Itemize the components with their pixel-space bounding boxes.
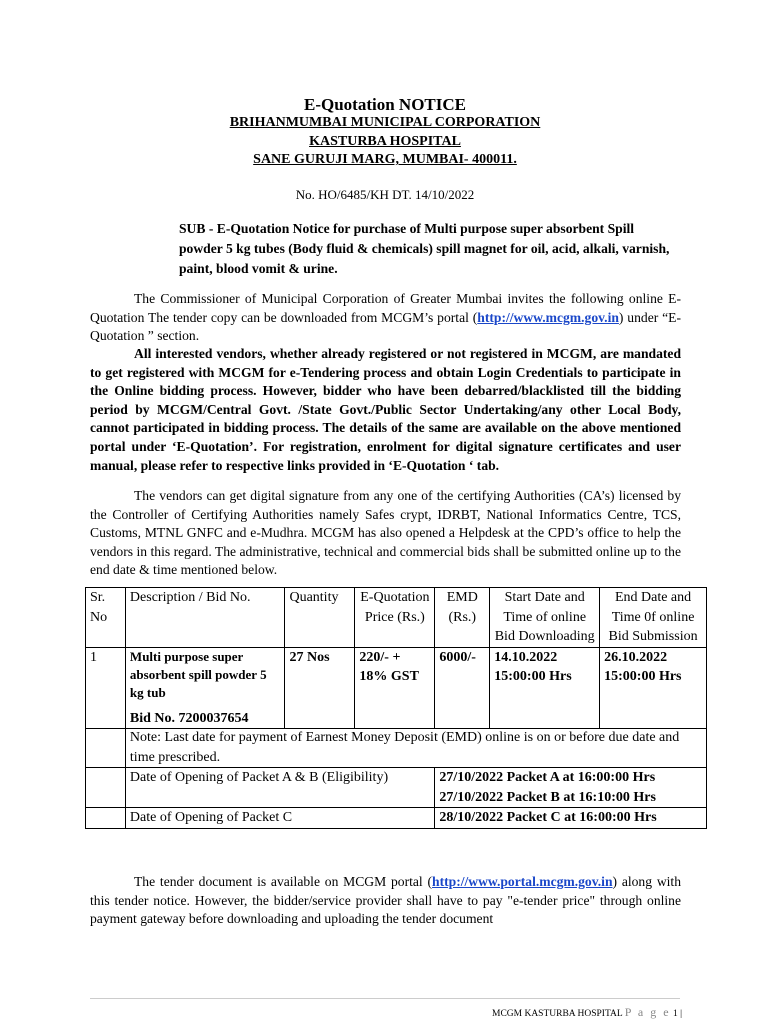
row-emd: 6000/- <box>435 647 490 728</box>
tender-text-end: ) along with this tender notice. However, the bidder/service provider shall have to pay "e-tender price" through online payment gateway before downloading and uploading the tender document <box>90 874 681 927</box>
footer-text: MCGM KASTURBA HOSPITAL <box>492 1009 623 1019</box>
header-end: End Date and Time 0f online Bid Submission <box>600 588 707 648</box>
packet-c-label: Date of Opening of Packet C <box>125 808 434 829</box>
packet-ab-row <box>86 768 707 808</box>
org-name: BRIHANMUMBAI MUNICIPAL CORPORATION <box>229 115 541 130</box>
tender-text: The tender document is available on MCGM portal ( <box>134 874 433 889</box>
hospital-address: SANE GURUJI MARG, MUMBAI- 400011. <box>253 152 517 167</box>
row-end-time: 15:00:00 Hrs <box>604 669 682 684</box>
paragraph-digital-signature <box>90 487 681 580</box>
intro-text: The Commissioner of Municipal Corporation of Greater Mumbai invites the following online E-Quotation The tender copy can be downloaded from MCGM’s portal ( <box>90 291 681 325</box>
bid-number: Bid No. 7200037654 <box>129 710 249 726</box>
registration-text: All interested vendors, whether already registered or not registered in MCGM, are mandated to get registered with MCGM for e-Tendering process and obtain Login Credentials to participate in the Online bidding process. However, bidder who have been debarred/blacklisted till the bidding period by MCGM/Central Govt. /State Govt./Public Sector Undertaking/any other Local Body, cannot participated in bidding process. The details of the same are available on the above mentioned portal under ‘E-Quotation’. For registration, enrolment for digital signature certificates and user manual, please refer to respective links provided in ‘E-Quotation ‘ tab. <box>90 346 681 473</box>
footer-page-label: P a g e <box>624 1005 671 1019</box>
table-header-row <box>86 588 707 648</box>
row-start-date: 14.10.2022 <box>494 649 558 665</box>
header-emd: EMD (Rs.) <box>435 588 490 648</box>
reference-number: No. HO/6485/KH DT. 14/10/2022 <box>295 187 475 202</box>
row-end-date: 26.10.2022 <box>604 649 668 665</box>
header-quantity: Quantity <box>285 588 355 648</box>
table-note-row <box>86 728 707 768</box>
portal-link[interactable]: http://www.portal.mcgm.gov.in <box>432 874 613 889</box>
subject-line: SUB - E-Quotation Notice for purchase of Multi purpose super absorbent Spill powder 5 kg tubes (Body fluid & chemicals) spill magnet for oil, acid, alkali, varnish, paint, blood vomit & urine. <box>179 221 670 276</box>
paragraph-intro <box>90 290 681 346</box>
header-start: Start Date and Time of online Bid Downloading <box>490 588 600 648</box>
hospital-name: KASTURBA HOSPITAL <box>309 134 461 149</box>
paragraph-registration <box>90 345 681 475</box>
packet-b-date: 27/10/2022 Packet B at 16:10:00 Hrs <box>439 789 656 805</box>
notice-title: E-Quotation NOTICE <box>304 95 466 114</box>
row-quantity: 27 Nos <box>285 647 355 728</box>
packet-a-date: 27/10/2022 Packet A at 16:00:00 Hrs <box>439 770 656 785</box>
packet-ab-dates <box>435 768 707 808</box>
paragraph-tender-document <box>90 873 681 929</box>
row-sr: 1 <box>86 647 126 728</box>
row-price: 220/- + 18% GST <box>355 647 435 728</box>
packet-c-date: 28/10/2022 Packet C at 16:00:00 Hrs <box>435 808 707 829</box>
packet-c-row <box>86 808 707 829</box>
mcgm-portal-link[interactable]: http://www.mcgm.gov.in <box>477 309 619 325</box>
footer-page-number: 1 | <box>672 1009 682 1019</box>
packet-ab-label: Date of Opening of Packet A & B (Eligibility) <box>125 768 434 808</box>
intro-text-end: ) under “E-Quotation ” section. <box>90 309 681 344</box>
row-start-time: 15:00:00 Hrs <box>494 669 572 684</box>
row-description: Multi purpose super absorbent spill powder 5 kg tub <box>129 648 267 700</box>
note-cell <box>125 710 706 768</box>
footer-divider <box>90 998 680 999</box>
emd-note: Note: Last date for payment of Earnest Money Deposit (EMD) online is on or before due date and time prescribed. <box>129 730 680 765</box>
digital-signature-text: The vendors can get digital signature from any one of the certifying Authorities (CA’s) licensed by the Controller of Certifying Authorities namely Safes crypt, IDRBT, National Informatics Centre, TCS, Customs, MTNL GNFC and e-Mudhra. MCGM has also opened a Helpdesk at the CPD’s office to help the vendors in this regard. The administrative, technical and commercial bids shall be submitted online up to the end date & time mentioned below. <box>90 488 681 578</box>
header-description: Description / Bid No. <box>125 588 285 648</box>
bid-table <box>85 587 707 829</box>
header-sr: Sr. No <box>86 588 126 648</box>
header-price: E-Quotation Price (Rs.) <box>355 588 435 648</box>
page-footer <box>492 1005 682 1020</box>
